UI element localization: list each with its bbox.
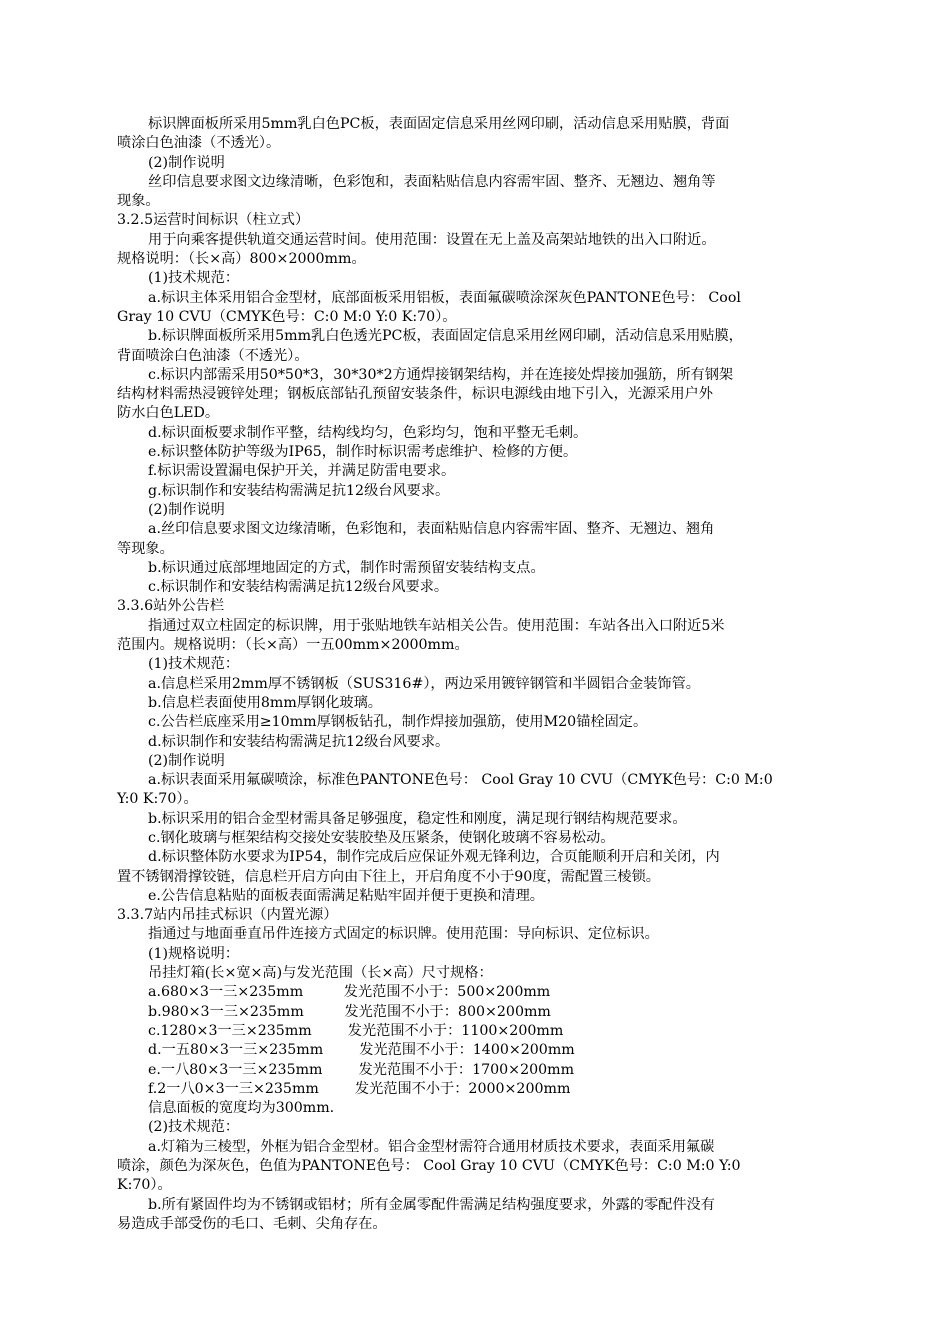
text-line: f.标识需设置漏电保护开关，并满足防雷电要求。 xyxy=(148,463,456,480)
text-line: 用于向乘客提供轨道交通运营时间。使用范围：设置在无上盖及高架站地铁的出入口附近。 xyxy=(148,231,716,248)
text-line: 喷涂白色油漆（不透光）。 xyxy=(117,135,281,152)
text-line: a.信息栏采用2mm厚不锈钢板（SUS316#），两边采用镀锌钢管和半圆铝合金装饰管。 xyxy=(148,675,700,692)
text-line: a.丝印信息要求图文边缘清晰，色彩饱和，表面粘贴信息内容需牢固、整齐、无翘边、翘角 xyxy=(148,521,715,538)
text-line: 置不锈钢滑撑铰链，信息栏开启方向由下往上，开启角度不小于90度，需配置三棱锁。 xyxy=(117,868,660,885)
text-line: f.2一八0×3一三×235mm 发光范围不小于：2000×200mm xyxy=(148,1080,571,1097)
text-line: d.标识整体防水要求为IP54，制作完成后应保证外观无锋利边，合页能顺利开启和关闭，内 xyxy=(148,849,720,866)
text-line: d.标识制作和安装结构需满足抗12级台风要求。 xyxy=(148,733,450,750)
text-line: b.信息栏表面使用8mm厚钢化玻璃。 xyxy=(148,694,382,711)
text-line: d.标识面板要求制作平整，结构线均匀，色彩均匀，饱和平整无毛刺。 xyxy=(148,424,588,441)
text-line: K:70）。 xyxy=(117,1177,172,1194)
text-line: (2)制作说明 xyxy=(148,752,225,769)
text-line: (1)技术规范： xyxy=(148,656,240,673)
text-line: c.钢化玻璃与框架结构交接处安装胶垫及压紧条，使钢化玻璃不容易松动。 xyxy=(148,829,615,846)
text-line: c.标识制作和安装结构需满足抗12级台风要求。 xyxy=(148,579,449,596)
text-line: 吊挂灯箱(长×宽×高)与发光范围（长×高）尺寸规格： xyxy=(148,965,493,982)
text-line: e.一八80×3一三×235mm 发光范围不小于：1700×200mm xyxy=(148,1061,575,1078)
text-line: 3.3.6站外公告栏 xyxy=(117,598,225,615)
text-line: 背面喷涂白色油漆（不透光）。 xyxy=(117,347,309,364)
text-line: c.标识内部需采用50*50*3，30*30*2方通焊接钢架结构，并在连接处焊接加强筋，所有钢架 xyxy=(148,366,734,383)
text-line: 喷涂，颜色为深灰色，色值为PANTONE色号： Cool Gray 10 CVU（CMYK色号：C:0 M:0 Y:0 xyxy=(117,1158,741,1175)
text-line: 结构材料需热浸镀锌处理；钢板底部钻孔预留安装条件，标识电源线由地下引入，光源采用户外 xyxy=(117,386,713,403)
text-line: b.所有紧固件均为不锈钢或铝材；所有金属零配件需满足结构强度要求，外露的零配件没有 xyxy=(148,1196,715,1213)
text-line: 3.3.7站内吊挂式标识（内置光源） xyxy=(117,907,338,924)
text-line: 指通过双立柱固定的标识牌，用于张贴地铁车站相关公告。使用范围：车站各出入口附近5米 xyxy=(148,617,725,634)
text-line: 标识牌面板所采用5mm乳白色PC板，表面固定信息采用丝网印刷，活动信息采用贴膜，背面 xyxy=(148,116,730,132)
text-line: a.标识主体采用铝合金型材，底部面板采用铝板，表面氟碳喷涂深灰色PANTONE色号： Cool xyxy=(148,289,741,306)
text-line: b.标识采用的铝合金型材需具备足够强度，稳定性和刚度，满足现行钢结构规范要求。 xyxy=(148,810,687,827)
text-line: a.标识表面采用氟碳喷涂，标准色PANTONE色号： Cool Gray 10 CVU（CMYK色号：C:0 M:0 xyxy=(148,772,773,789)
text-line: 现象。 xyxy=(117,193,160,210)
text-line: b.标识牌面板所采用5mm乳白色透光PC板，表面固定信息采用丝网印刷，活动信息采用贴膜， xyxy=(148,328,743,345)
text-line: 规格说明：（长×高）800×2000mm。 xyxy=(117,251,366,268)
text-line: a.680×3一三×235mm 发光范围不小于：500×200mm xyxy=(148,984,551,1001)
text-line: 信息面板的宽度均为300mm. xyxy=(148,1100,335,1117)
text-line: b.标识通过底部埋地固定的方式，制作时需预留安装结构支点。 xyxy=(148,559,545,576)
text-line: e.公告信息粘贴的面板表面需满足粘贴牢固并便于更换和清理。 xyxy=(148,887,544,904)
text-line: d.一五80×3一三×235mm 发光范围不小于：1400×200mm xyxy=(148,1042,575,1059)
text-line: (2)制作说明 xyxy=(148,501,225,518)
text-line: (1)规格说明： xyxy=(148,945,240,962)
text-line: 防水白色LED。 xyxy=(117,405,220,422)
text-line: e.标识整体防护等级为IP65，制作时标识需考虑维护、检修的方便。 xyxy=(148,444,578,461)
text-line: Gray 10 CVU（CMYK色号：C:0 M:0 Y:0 K:70）。 xyxy=(117,308,457,325)
text-line: 易造成手部受伤的毛口、毛刺、尖角存在。 xyxy=(117,1215,387,1232)
text-line: (2)制作说明 xyxy=(148,154,225,171)
text-line: g.标识制作和安装结构需满足抗12级台风要求。 xyxy=(148,482,450,499)
text-line: c.1280×3一三×235mm 发光范围不小于：1100×200mm xyxy=(148,1022,564,1039)
text-line: 等现象。 xyxy=(117,540,174,557)
text-line: b.980×3一三×235mm 发光范围不小于：800×200mm xyxy=(148,1003,551,1020)
text-line: a.灯箱为三棱型，外框为铝合金型材。铝合金型材需符合通用材质技术要求，表面采用氟碳 xyxy=(148,1138,715,1155)
text-line: 范围内。规格说明：（长×高）一五00mm×2000mm。 xyxy=(117,637,469,654)
text-line: (2)技术规范： xyxy=(148,1119,240,1136)
document-body xyxy=(117,115,837,1234)
text-line: 丝印信息要求图文边缘清晰，色彩饱和，表面粘贴信息内容需牢固、整齐、无翘边、翘角等 xyxy=(148,173,716,190)
text-line: Y:0 K:70）。 xyxy=(117,791,198,808)
text-line: c.公告栏底座采用≥10mm厚钢板钻孔，制作焊接加强筋，使用M20锚栓固定。 xyxy=(148,714,648,731)
text-line: 3.2.5运营时间标识（柱立式） xyxy=(117,212,310,229)
text-line: (1)技术规范： xyxy=(148,270,240,287)
text-line: 指通过与地面垂直吊件连接方式固定的标识牌。使用范围：导向标识、定位标识。 xyxy=(148,926,659,943)
